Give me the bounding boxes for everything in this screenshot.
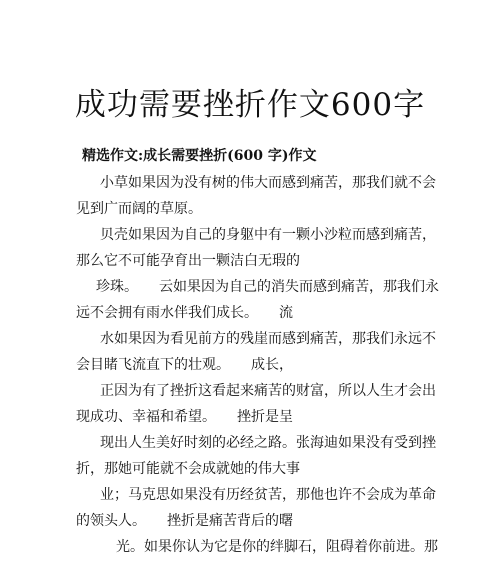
body-line: 正因为有了挫折这看起来痛苦的财富，所以人生才会出 [100, 383, 436, 399]
body-line: 现出人生美好时刻的必经之路。张海迪如果没有受到挫 [100, 435, 436, 451]
body-line: 水如果因为看见前方的残崖而感到痛苦，那我们永远不 [100, 331, 436, 347]
body-line: 现成功、幸福和希望。 挫折是呈 [76, 409, 293, 425]
body-line: 的领头人。 挫折是痛苦背后的曙 [76, 513, 293, 529]
body-line: 那么它不可能孕育出一颗洁白无瑕的 [76, 253, 300, 269]
body-line: 业；马克思如果没有历经贫苦，那他也许不会成为革命 [100, 487, 436, 503]
document-title: 成功需要挫折作文600字 [74, 87, 426, 123]
body-line: 远不会拥有雨水伴我们成长。 流 [76, 305, 293, 321]
body-line: 见到广而阔的草原。 [76, 201, 202, 217]
body-line: 折，那她可能就不会成就她的伟大事 [76, 461, 300, 477]
body-line: 会目睹飞流直下的壮观。 成长， [76, 357, 293, 373]
body-line: 珍珠。 云如果因为自己的消失而感到痛苦，那我们永 [96, 279, 439, 295]
body-line: 贝壳如果因为自己的身躯中有一颗小沙粒而感到痛苦， [100, 227, 436, 243]
body-line: 光。如果你认为它是你的绊脚石，阻碍着你前进。那 [116, 539, 438, 555]
document-subtitle: 精选作文:成长需要挫折(600 字)作文 [82, 148, 317, 164]
body-line: 小草如果因为没有树的伟大而感到痛苦，那我们就不会 [100, 175, 436, 191]
